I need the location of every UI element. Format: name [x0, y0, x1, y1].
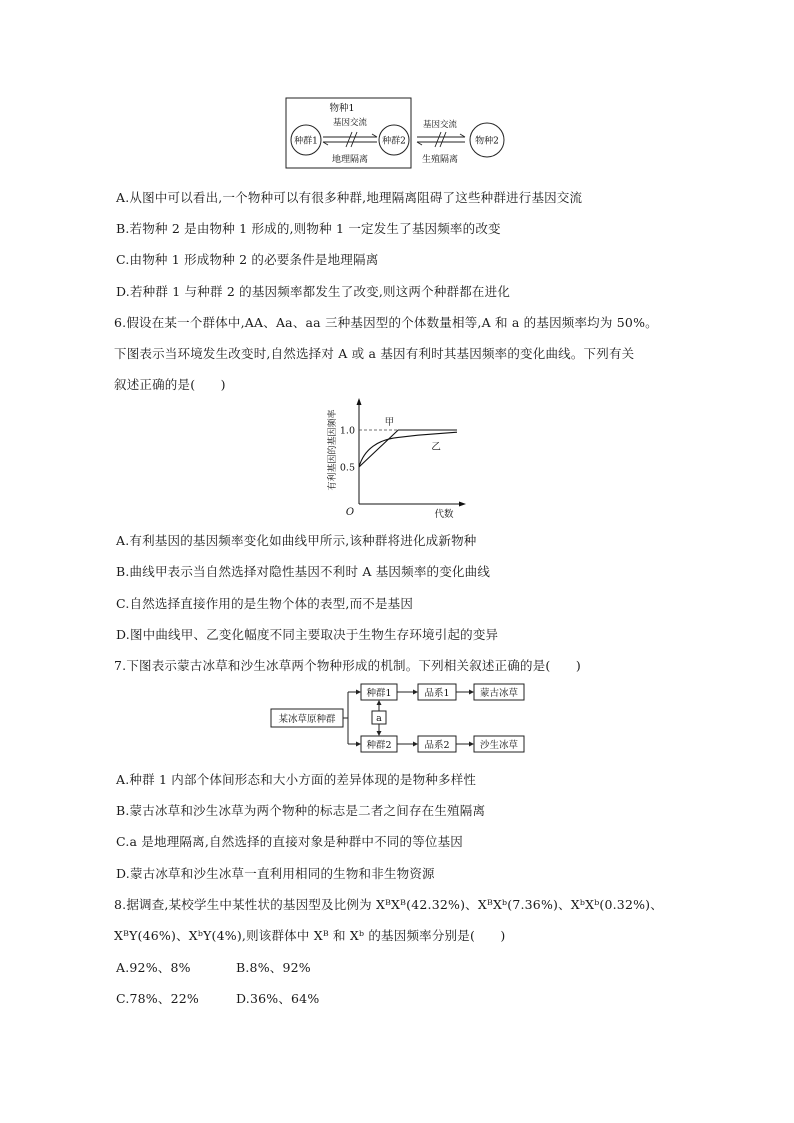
q7-option-a: A.种群 1 内部个体间形态和大小方面的差异体现的是物种多样性: [116, 772, 477, 787]
arrow-to-pop1: [356, 690, 361, 695]
chart-series-line-2: [359, 432, 457, 467]
origin-population-label: 某冰草原种群: [278, 714, 336, 725]
q6-option-c: C.自然选择直接作用的是生物个体的表型,而不是基因: [116, 596, 414, 611]
gene-flow-label: 基因交流: [332, 118, 368, 128]
q6-option-b: B.曲线甲表示当自然选择对隐性基因不利时 A 基因频率的变化曲线: [116, 564, 491, 579]
isolation-a-label: a: [376, 713, 382, 724]
chart-x-axis-arrow: [459, 502, 466, 507]
desert-wheatgrass-label: 沙生冰草: [479, 740, 519, 751]
q8-option-a: A.92%、8%: [116, 960, 191, 975]
pop2-label: 种群2: [366, 740, 392, 751]
q5-option-b: B.若物种 2 是由物种 1 形成的,则物种 1 一定发生了基因频率的改变: [116, 221, 501, 236]
q6-option-a: A.有利基因的基因频率变化如曲线甲所示,该种群将进化成新物种: [116, 533, 477, 548]
gene-flow-label-2: 基因交流: [422, 120, 458, 130]
pop1-label: 种群1: [366, 688, 392, 699]
blocked-gene-flow-arrow-2: [417, 132, 465, 147]
q8-option-d: D.36%、64%: [236, 991, 320, 1006]
population1-label: 种群1: [294, 136, 318, 147]
q8-stem-line2: XᴮY(46%)、XᵇY(4%),则该群体中 Xᴮ 和 Xᵇ 的基因频率分别是( ): [114, 928, 506, 943]
population2-label: 种群2: [382, 136, 406, 147]
chart-x-axis-label: 代数: [434, 509, 454, 520]
chart-y-tick-label: 1.0: [339, 425, 355, 437]
chart-series-label-2: 乙: [431, 441, 441, 453]
chart-y-axis-label: 有利基因的基因频率: [328, 409, 338, 491]
q6-option-d: D.图中曲线甲、乙变化幅度不同主要取决于生物生存环境引起的变异: [116, 627, 499, 642]
q5-option-d: D.若种群 1 与种群 2 的基因频率都发生了改变,则这两个种群都在进化: [116, 284, 511, 299]
speciation-diagram: [280, 94, 520, 174]
chart-series-group: [359, 417, 457, 467]
chart-y-ticks: [340, 426, 355, 474]
mongolian-wheatgrass-label: 蒙古冰草: [479, 688, 519, 699]
reproductive-isolation-label: 生殖隔离: [421, 155, 459, 165]
q6-stem-line3: 叙述正确的是( ): [114, 377, 226, 392]
strain2-label: 品系2: [424, 740, 450, 751]
q5-option-c: C.由物种 1 形成物种 2 的必要条件是地理隔离: [116, 252, 379, 267]
q8-option-b: B.8%、92%: [236, 960, 311, 975]
q7-stem: 7.下图表示蒙古冰草和沙生冰草两个物种形成的机制。下列相关叙述正确的是( ): [114, 658, 581, 673]
chart-series-label-1: 甲: [384, 417, 395, 428]
speciation-flowchart: [268, 682, 530, 758]
strain1-label: 品系1: [424, 688, 450, 699]
arrow-to-pop2: [356, 742, 361, 747]
q7-option-c: C.a 是地理隔离,自然选择的直接对象是种群中不同的等位基因: [116, 834, 463, 849]
q7-option-b: B.蒙古冰草和沙生冰草为两个物种的标志是二者之间存在生殖隔离: [116, 803, 486, 818]
blocked-gene-flow-arrow: [323, 132, 377, 147]
chart-y-axis-arrow: [357, 398, 362, 405]
chart-origin-label: O: [345, 507, 355, 518]
chart-y-tick-label: 0.5: [339, 462, 355, 474]
chart-series-line-1: [359, 430, 457, 467]
q6-stem-line2: 下图表示当环境发生改变时,自然选择对 A 或 a 基因有利时其基因频率的变化曲线。下列有关: [114, 346, 635, 361]
q8-stem-line1: 8.据调查,某校学生中某性状的基因型及比例为 XᴮXᴮ(42.32%)、XᴮXᵇ(7.36%)、XᵇXᵇ(0.32%)、: [114, 897, 663, 912]
species1-label: 物种1: [329, 103, 355, 114]
q8-option-c: C.78%、22%: [116, 991, 199, 1006]
species2-label: 物种2: [475, 136, 499, 147]
geographic-isolation-label: 地理隔离: [331, 155, 369, 165]
q5-option-a: A.从图中可以看出,一个物种可以有很多种群,地理隔离阻碍了这些种群进行基因交流: [116, 190, 583, 205]
q7-option-d: D.蒙古冰草和沙生冰草一直利用相同的生物和非生物资源: [116, 866, 435, 881]
gene-frequency-chart: [322, 396, 472, 522]
q6-stem-line1: 6.假设在某一个群体中,AA、Aa、aa 三种基因型的个体数量相等,A 和 a 的基因频率均为 50%。: [114, 315, 658, 330]
